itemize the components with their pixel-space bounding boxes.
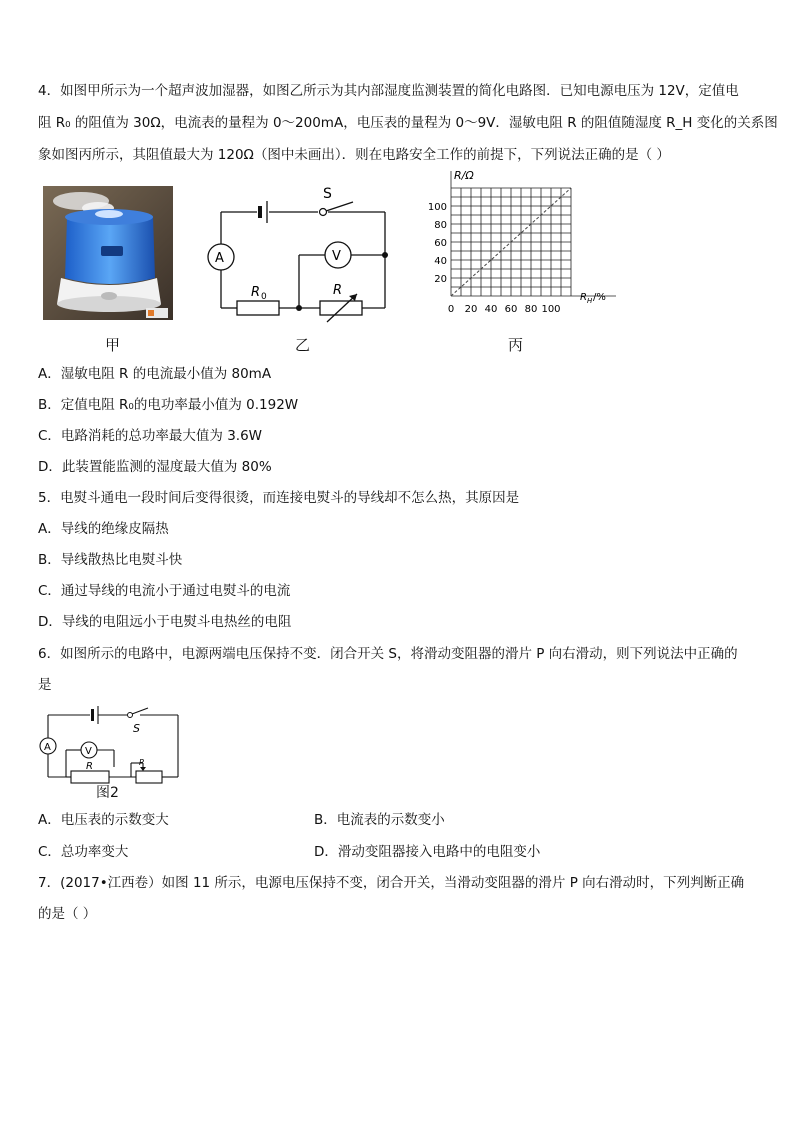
graph-ylabel: R/Ω: [454, 169, 474, 182]
graph-xlabel-sub: H: [587, 297, 593, 305]
q6-option-a[interactable]: A．电压表的示数变大: [38, 812, 169, 828]
resistance-humidity-graph: [420, 165, 620, 335]
graph-y-tick-label: 60: [434, 238, 447, 249]
q4-option-a[interactable]: A．湿敏电阻 R 的电流最小值为 80mA: [38, 366, 272, 382]
q4-option-d[interactable]: D．此装置能监测的湿度最大值为 80%: [38, 459, 272, 475]
graph-xlabel-unit: /%: [593, 292, 606, 303]
graph-xlabel: R: [580, 292, 587, 303]
figure2-circuit-diagram: [36, 705, 186, 785]
battery-icon: [91, 709, 94, 721]
ammeter-label: A: [215, 251, 224, 266]
q4-option-c[interactable]: C．电路消耗的总功率最大值为 3.6W: [38, 428, 263, 444]
voltmeter-label: V: [85, 746, 92, 757]
q6-option-d[interactable]: D．滑动变阻器接入电路中的电阻变小: [314, 844, 541, 860]
r0-subscript: 0: [261, 292, 267, 302]
figure2-caption: 图2: [96, 785, 119, 801]
switch-label: S: [133, 722, 140, 735]
figure-yi-caption: 乙: [295, 336, 311, 354]
q6-option-c[interactable]: C．总功率变大: [38, 844, 129, 860]
q4-stem-line1: 4．如图甲所示为一个超声波加湿器，如图乙所示为其内部湿度监测装置的简化电路图．已知电源电压为 12V，定值电: [38, 83, 739, 99]
graph-y-tick-label: 20: [434, 274, 447, 285]
battery-icon: [258, 206, 262, 218]
q7-stem-line2: 的是（ ）: [38, 906, 97, 922]
q6-stem-line1: 6．如图所示的电路中，电源两端电压保持不变．闭合开关 S，将滑动变阻器的滑片 P 向右滑动，则下列说法中正确的: [38, 646, 738, 662]
slider-arrow-icon: [140, 767, 146, 771]
graph-x-tick-label: 100: [541, 304, 561, 315]
q5-option-a[interactable]: A．导线的绝缘皮隔热: [38, 521, 169, 537]
graph-x-tick-label: 60: [504, 304, 518, 315]
q7-stem-line1: 7．(2017•江西卷）如图 11 所示，电源电压保持不变，闭合开关，当滑动变阻器的滑片 P 向右滑动时，下列判断正确: [38, 875, 745, 891]
switch-label: S: [323, 186, 332, 202]
switch-icon: [320, 202, 354, 216]
humidity-circuit-diagram: [195, 180, 400, 325]
q5-option-c[interactable]: C．通过导线的电流小于通过电熨斗的电流: [38, 583, 291, 599]
figure-jia-caption: 甲: [105, 336, 121, 354]
humidifier-photo: [43, 186, 173, 320]
r-label: R: [86, 761, 93, 772]
graph-y-tick-label: 100: [427, 202, 447, 213]
graph-x-tick-label: 20: [464, 304, 478, 315]
graph-x-tick-label: 40: [484, 304, 498, 315]
r0-label: R: [251, 285, 261, 300]
graph-x-tick-label: 80: [524, 304, 538, 315]
graph-y-tick-label: 80: [434, 220, 447, 231]
q5-stem: 5．电熨斗通电一段时间后变得很烫，而连接电熨斗的导线却不怎么热，其原因是: [38, 490, 520, 506]
switch-icon: [128, 708, 149, 718]
q4-option-b[interactable]: B．定值电阻 R₀的电功率最小值为 0.192W: [38, 397, 299, 413]
q4-stem-line2: 阻 R₀ 的阻值为 30Ω，电流表的量程为 0～200mA，电压表的量程为 0～9V．湿敏电阻 R 的阻值随湿度 R_H 变化的关系图: [38, 115, 778, 131]
graph-x-tick-label: 0: [447, 304, 455, 315]
q6-stem-line2: 是: [38, 677, 52, 693]
q5-option-d[interactable]: D．导线的电阻远小于电熨斗电热丝的电阻: [38, 614, 292, 630]
q6-option-b[interactable]: B．电流表的示数变小: [314, 812, 445, 828]
graph-y-tick-label: 40: [434, 256, 447, 267]
q5-option-b[interactable]: B．导线散热比电熨斗快: [38, 552, 183, 568]
ammeter-label: A: [44, 742, 51, 753]
slider-p-label: P: [139, 758, 144, 767]
voltmeter-label: V: [332, 249, 341, 264]
figure-bing-caption: 丙: [508, 336, 524, 354]
r-label: R: [333, 283, 343, 298]
q4-stem-line3: 象如图丙所示，其阻值最大为 120Ω（图中未画出）．则在电路安全工作的前提下，下列说法正确的是（ ）: [38, 147, 670, 163]
